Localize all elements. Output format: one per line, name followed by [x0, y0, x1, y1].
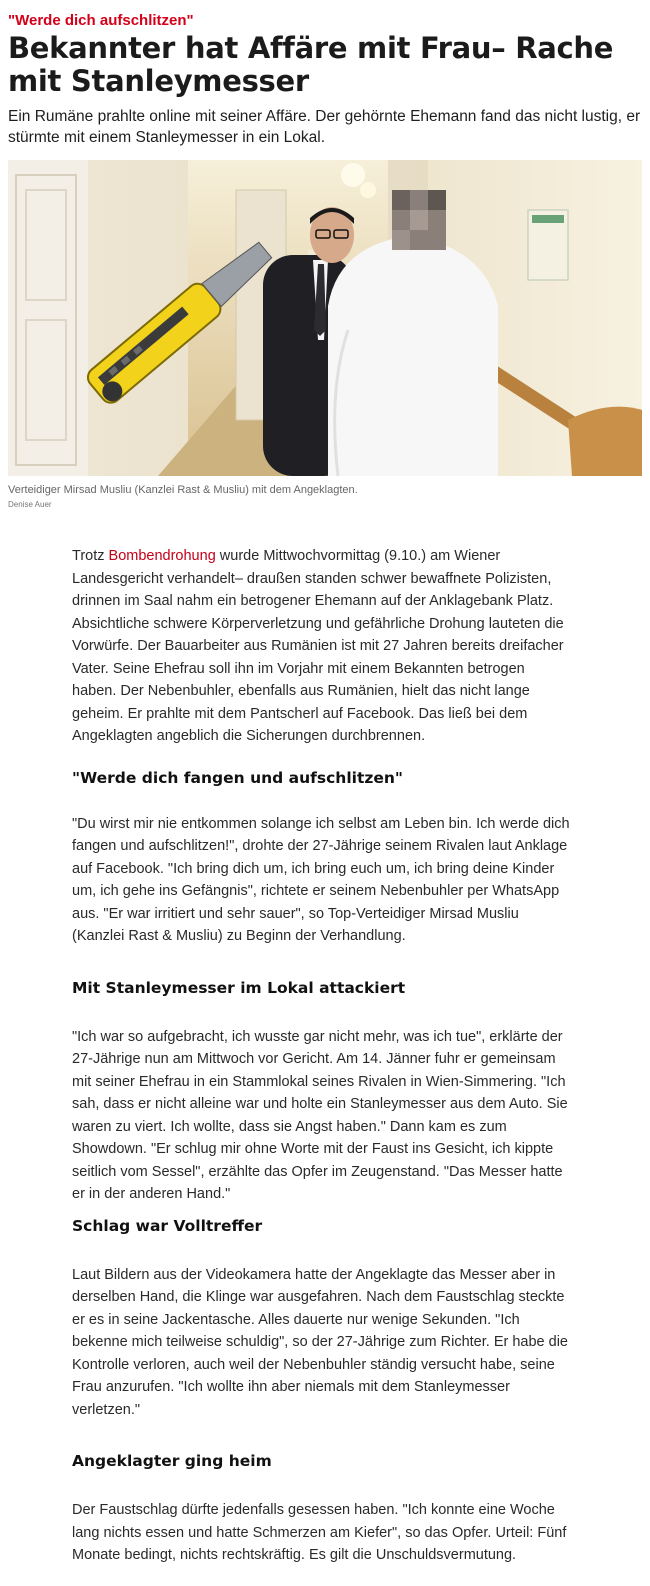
paragraph-3: "Ich war so aufgebracht, ich wusste gar nicht mehr, was ich tue", erklärte der 27-Jährige nun am Mittwoch vor Gericht. Am 14. Jänner fuhr er gemeinsam mit seiner Ehefrau in ein Stammlokal seines Rivalen in Wien-Simmering. "Ich sah, dass er nicht alleine war und holte ein Stanleymesser aus dem Auto. Sie waren zu viert. Ich wollte, dass sie Angst haben." Dann kam es zum Showdown. "Er schlug mir ohne Worte mit der Faust ins Gesicht, ich kippte seitlich vom Sessel", erzählte das Opfer im Zeugenstand. "Das Messer hatte er in der anderen Hand." [72, 1028, 568, 1202]
subheading-1: "Werde dich fangen und aufschlitzen" [72, 768, 404, 787]
subheading-4: Angeklagter ging heim [72, 1452, 272, 1470]
article-image[interactable] [8, 160, 642, 476]
text-span: Trotz [72, 548, 109, 564]
paragraph-5: Der Faustschlag dürfte jedenfalls gesessen haben. "Ich konnte eine Woche lang nichts essen und hatte Schmerzen am Kiefer", so das Opfer. Urteil: Fünf Monate bedingt, nichts rechtskräftig. Es gilt die Unschuldsvermutung. [72, 1502, 567, 1563]
image-caption: Verteidiger Mirsad Musliu (Kanzlei Rast & Musliu) mit dem Angeklagten. [8, 484, 358, 496]
link-bombendrohung[interactable]: Bombendrohung [108, 548, 216, 564]
paragraph-1 [72, 545, 572, 748]
paragraph-4: Laut Bildern aus der Videokamera hatte der Angeklagte das Messer aber in derselben Hand, die Klinge war ausgefahren. Nach dem Faustschlag steckte er es in seine Jackentasche. Alles dauerte nur wenige Sekunden. "Ich bekenne mich teilweise schuldig", so der 27-Jährige zum Richter. Er habe die Kontrolle verloren, auch weil der Nebenbuhler ständig versucht habe, seine Frau anzurufen. "Ich wollte ihn aber niemals mit dem Stanleymesser verletzen." [72, 1266, 568, 1418]
paragraph-2: "Du wirst mir nie entkommen solange ich selbst am Leben bin. Ich werde dich fangen und aufschlitzen!", drohte der 27-Jährige seinem Rivalen laut Anklage auf Facebook. "Ich bring dich um, ich bring euch um, ich bring deine Kinder um, ich gehe ins Gefängnis", richtete er seinem Nebenbuhler per WhatsApp aus. "Er war irritiert und sehr sauer", so Top-Verteidiger Mirsad Musliu (Kanzlei Rast & Musliu) zu Beginn der Verhandlung. [72, 815, 570, 944]
article-body [72, 545, 572, 1567]
subheading-2: Mit Stanleymesser im Lokal attackiert [72, 978, 406, 997]
kicker: "Werde dich aufschlitzen" [8, 12, 194, 29]
headline: Bekannter hat Affäre mit Frau– Rache mit Stanleymesser [8, 31, 614, 98]
lead-paragraph: Ein Rumäne prahlte online mit seiner Affäre. Der gehörnte Ehemann fand das nicht lustig, er stürmte mit einem Stanleymesser in ein Lokal. [8, 108, 641, 146]
image-credit: Denise Auer [8, 500, 52, 509]
text-span: wurde Mittwochvormittag (9.10.) am Wiener Landesgericht verhandelt– draußen standen schwer bewaffnete Polizisten, drinnen im Saal nahm ein betrogener Ehemann auf der Anklagebank Platz. Absichtliche schwere Körperverletzung und gefährliche Drohung lauteten die Vorwürfe. Der Bauarbeiter aus Rumänien ist mit 27 Jahren bereits dreifacher Vater. Seine Ehefrau soll ihn im Vorjahr mit einem Bekannten betrogen haben. Der Nebenbuhler, ebenfalls aus Rumänien, hielt das nicht lange geheim. Er prahlte mit dem Pantscherl auf Facebook. Das ließ bei dem Angeklagten angeblich die Sicherungen durchbrennen. [72, 548, 564, 744]
article-header [0, 0, 650, 148]
subheading-3: Schlag war Volltreffer [72, 1216, 263, 1235]
